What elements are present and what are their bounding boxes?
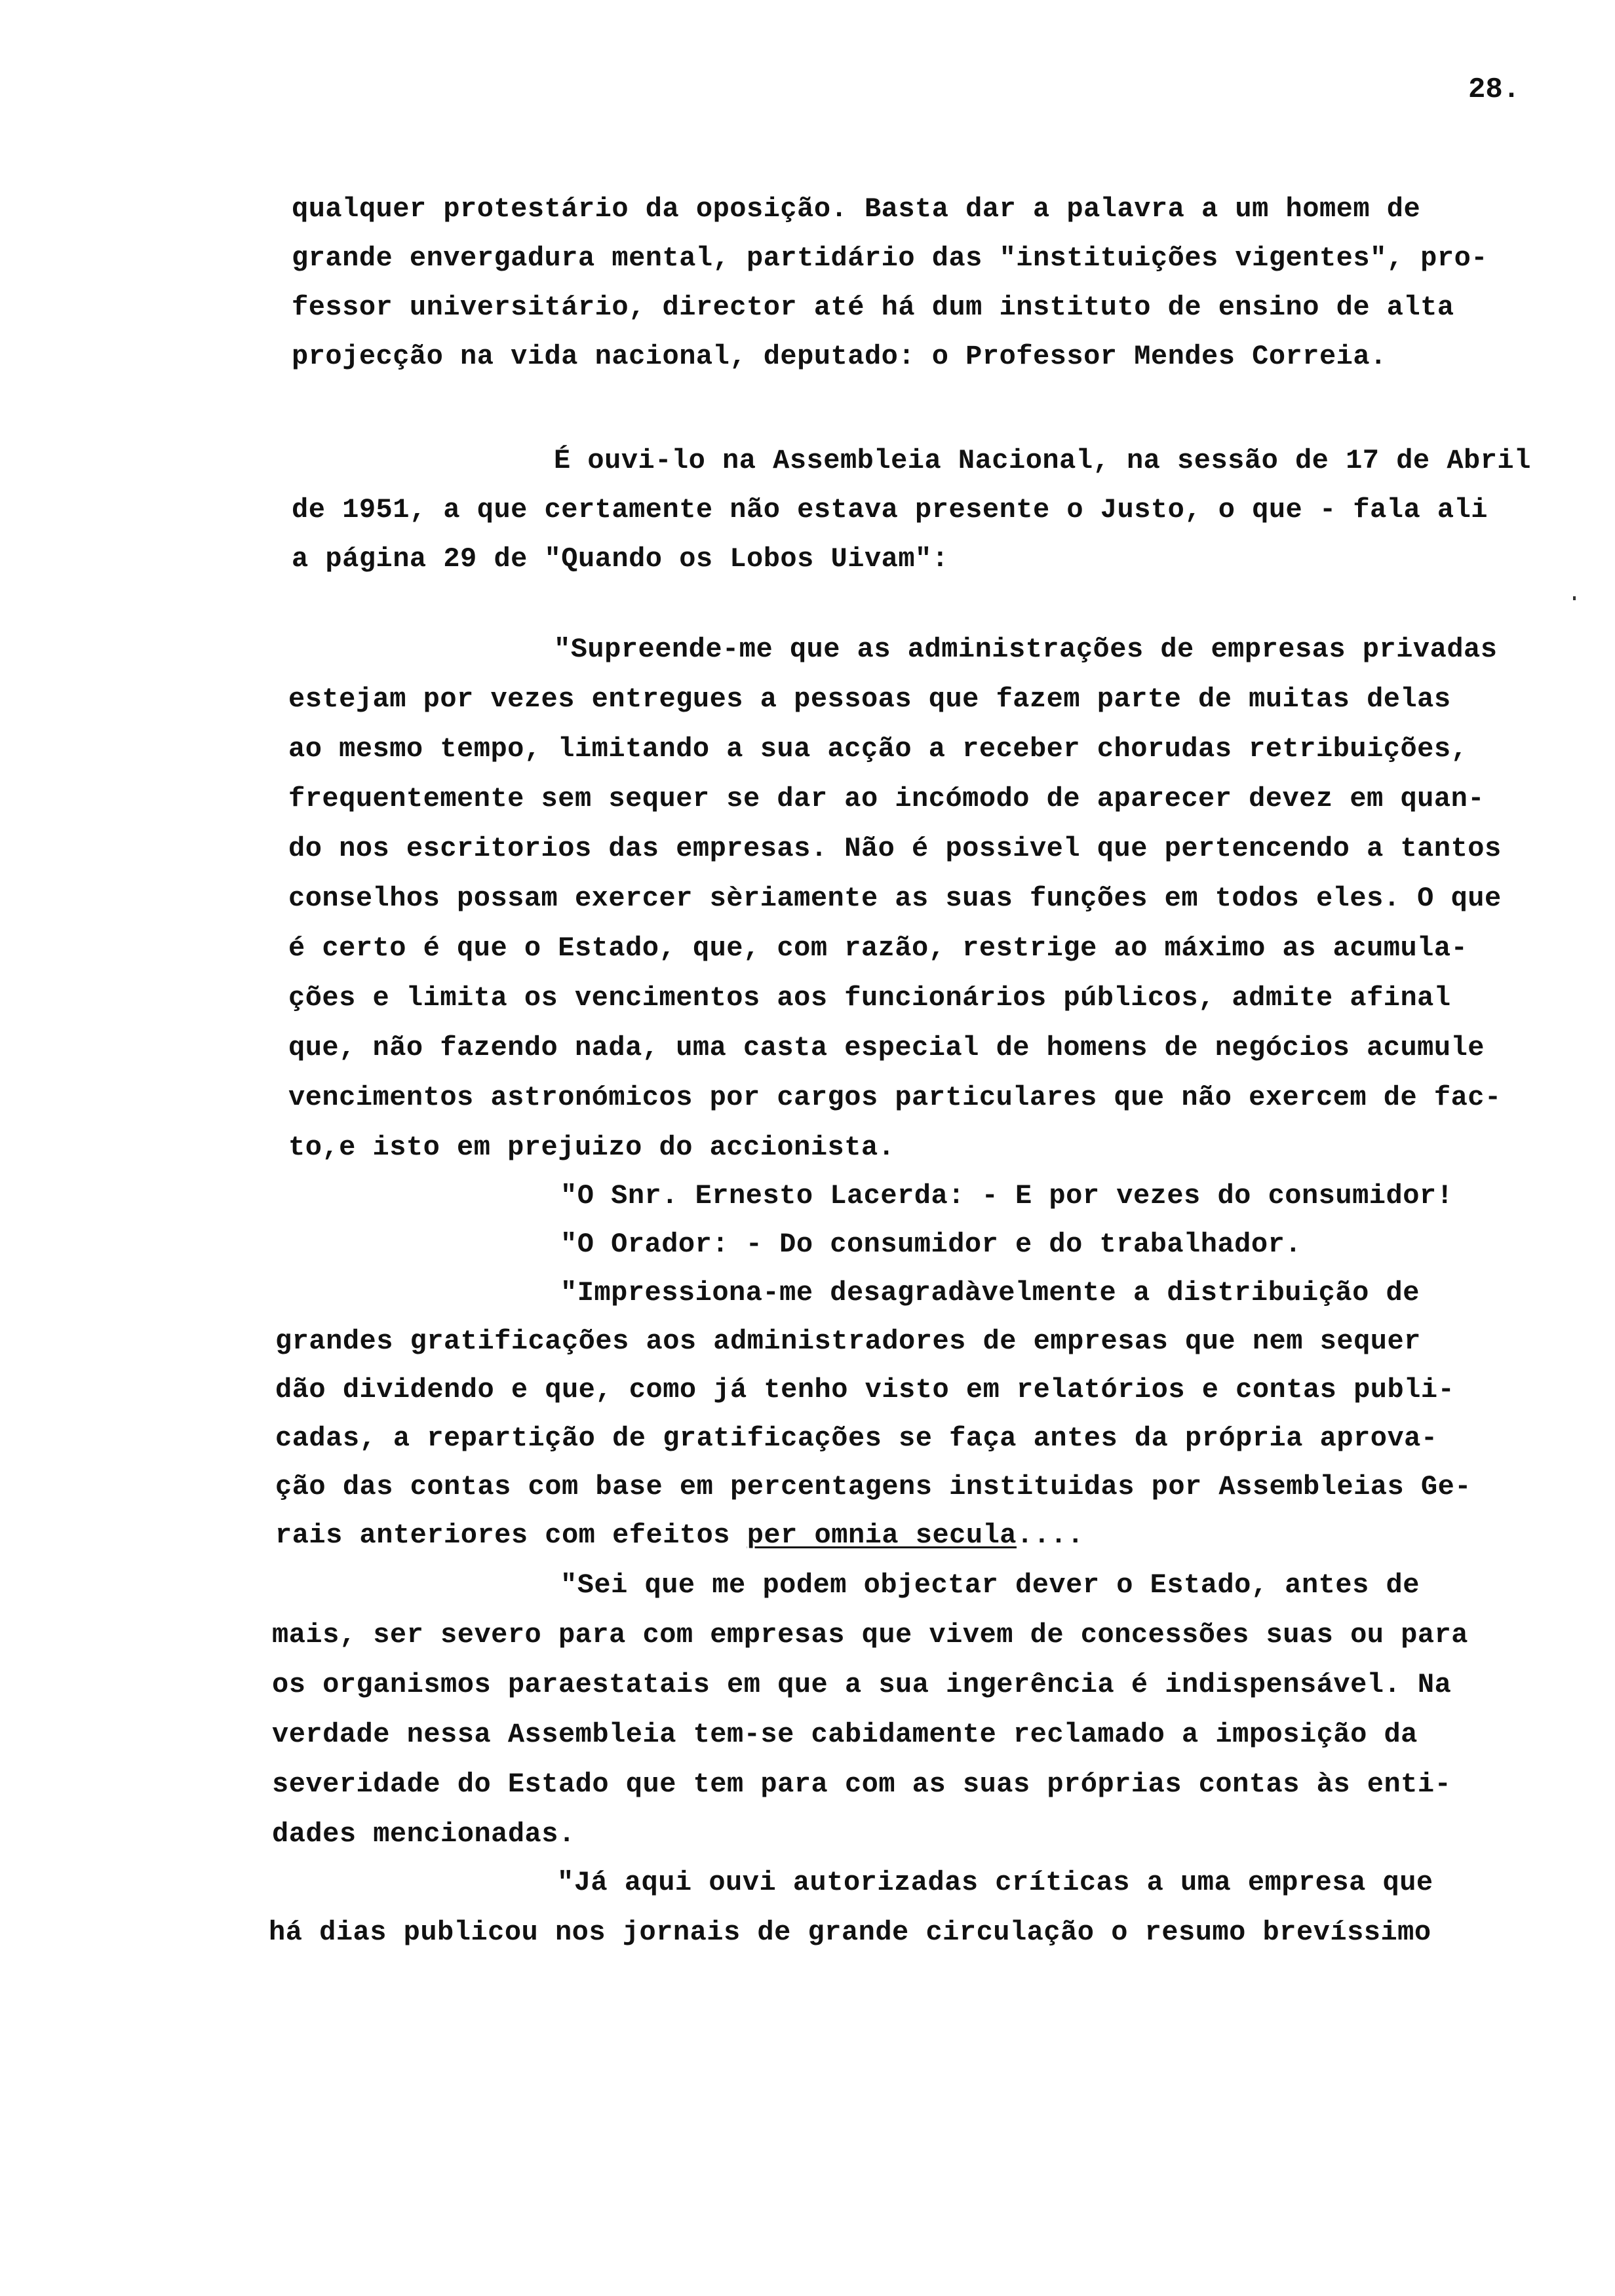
text-line: verdade nessa Assembleia tem-se cabidamente reclamado a imposição da (272, 1719, 1418, 1750)
text-line: vencimentos astronómicos por cargos particulares que não exercem de fac- (288, 1082, 1502, 1113)
page-number: 28. (1468, 73, 1521, 106)
text-line: há dias publicou nos jornais de grande circulação o resumo brevíssimo (269, 1917, 1431, 1948)
text-line: que, não fazendo nada, uma casta especial de homens de negócios acumule (288, 1032, 1485, 1063)
text-line: severidade do Estado que tem para com as suas próprias contas às enti- (272, 1769, 1452, 1800)
text-line: cadas, a repartição de gratificações se faça antes da própria aprova- (275, 1423, 1438, 1454)
text-line (275, 1521, 1084, 1549)
text-segment: rais anteriores com efeitos (275, 1520, 747, 1551)
text-line: frequentemente sem sequer se dar ao incómodo de aparecer devez em quan- (288, 783, 1485, 814)
text-line: qualquer protestário da oposição. Basta dar a palavra a um homem de (292, 193, 1421, 225)
text-line: "Impressiona-me desagradàvelmente a distribuição de (560, 1277, 1420, 1309)
text-line: ções e limita os vencimentos aos funcionários públicos, admite afinal (288, 982, 1451, 1014)
text-line: "Já aqui ouvi autorizadas críticas a uma empresa que (557, 1867, 1433, 1898)
text-line: ao mesmo tempo, limitando a sua acção a receber chorudas retribuições, (288, 733, 1468, 765)
text-segment: .... (1016, 1520, 1084, 1551)
text-line: fessor universitário, director até há dum instituto de ensino de alta (292, 292, 1454, 323)
text-line: "O Orador: - Do consumidor e do trabalhador. (560, 1229, 1302, 1260)
text-line: a página 29 de "Quando os Lobos Uivam": (292, 543, 949, 575)
text-line: grandes gratificações aos administradores de empresas que nem sequer (275, 1326, 1421, 1357)
text-line: "O Snr. Ernesto Lacerda: - E por vezes do consumidor! (560, 1180, 1454, 1212)
text-line: grande envergadura mental, partidário das "instituições vigentes", pro- (292, 242, 1488, 274)
text-line: do nos escritorios das empresas. Não é possivel que pertencendo a tantos (288, 833, 1502, 864)
text-line: os organismos paraestatais em que a sua ingerência é indispensável. Na (272, 1669, 1452, 1700)
text-line: estejam por vezes entregues a pessoas que fazem parte de muitas delas (288, 683, 1451, 715)
margin-mark (1573, 596, 1576, 600)
text-line: conselhos possam exercer sèriamente as suas funções em todos eles. O que (288, 883, 1502, 914)
text-line: mais, ser severo para com empresas que vivem de concessões suas ou para (272, 1619, 1468, 1651)
text-line: "Supreende-me que as administrações de empresas privadas (554, 634, 1498, 665)
text-line: É ouvi-lo na Assembleia Nacional, na sessão de 17 de Abril (554, 445, 1531, 476)
text-line: de 1951, a que certamente não estava presente o Justo, o que - fala ali (292, 494, 1488, 526)
text-line: é certo é que o Estado, que, com razão, restrige ao máximo as acumula- (288, 932, 1468, 964)
text-line: dão dividendo e que, como já tenho visto em relatórios e contas publi- (275, 1374, 1455, 1406)
text-line: ção das contas com base em percentagens instituidas por Assembleias Ge- (275, 1471, 1471, 1502)
text-line: projecção na vida nacional, deputado: o Professor Mendes Correia. (292, 341, 1387, 372)
underlined-phrase: per omnia secula (747, 1520, 1017, 1551)
text-line: "Sei que me podem objectar dever o Estado, antes de (560, 1569, 1420, 1601)
text-line: to,e isto em prejuizo do accionista. (288, 1132, 895, 1163)
text-line: dades mencionadas. (272, 1818, 575, 1850)
